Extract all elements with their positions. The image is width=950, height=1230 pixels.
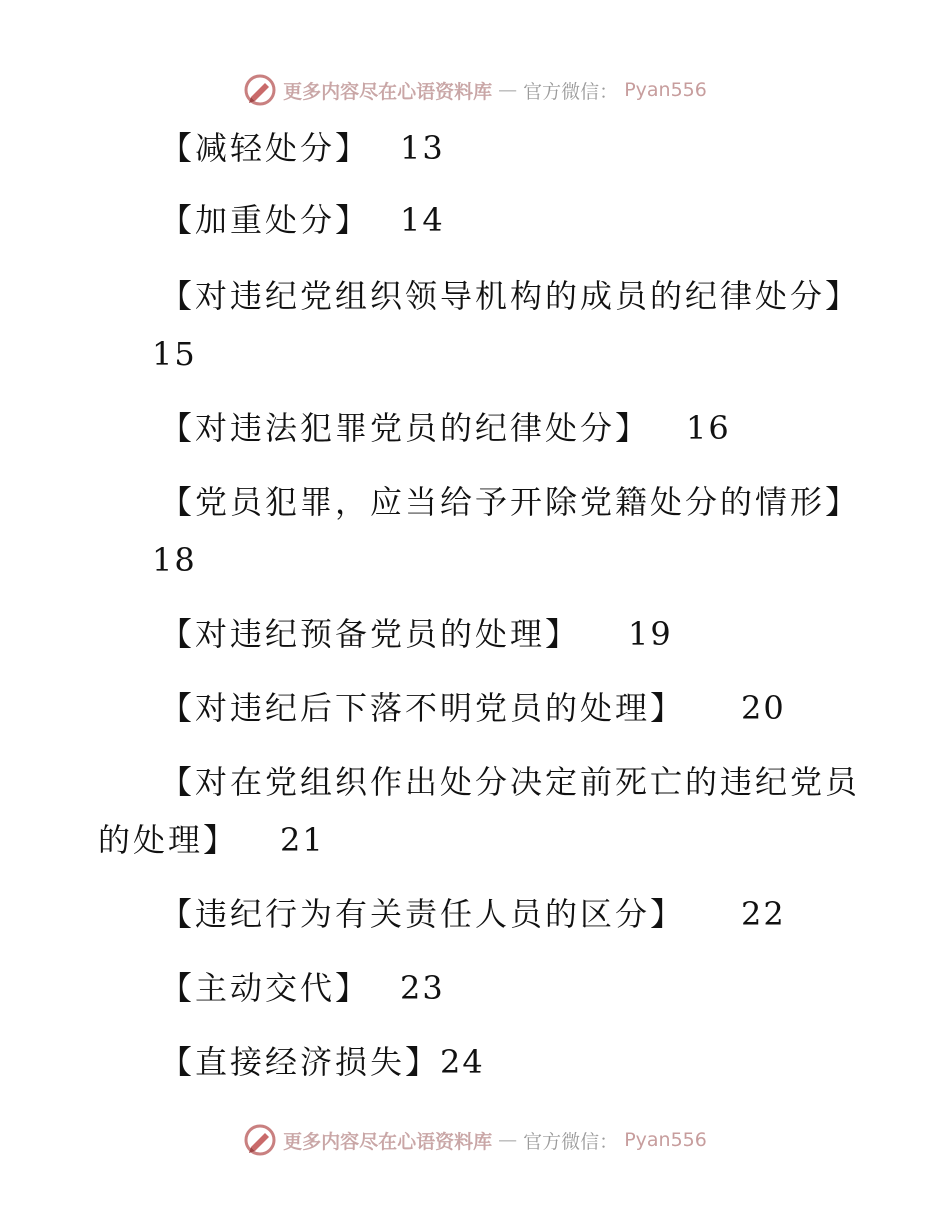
toc-entry (160, 482, 860, 522)
pen-logo-icon (243, 1123, 277, 1157)
toc-entry-page: 23 (400, 969, 445, 1007)
toc-entry-page: 14 (400, 201, 445, 239)
toc-entry-page: 24 (440, 1043, 485, 1081)
watermark-text: 更多内容尽在心语资料库 (283, 80, 493, 103)
toc-entry-title: 【对在党组织作出处分决定前死亡的违纪党员 (160, 763, 861, 801)
toc-entry (160, 894, 786, 934)
toc-entry (160, 614, 673, 654)
toc-entry-title-cont: 的处理】 (98, 821, 239, 859)
toc-entry-continuation (152, 334, 197, 374)
watermark-dash: — (498, 1129, 518, 1151)
toc-entry (160, 1042, 485, 1082)
toc-entry-title: 【直接经济损失】 (160, 1043, 441, 1081)
watermark-dash: — (498, 79, 518, 101)
toc-entry-title: 【对违法犯罪党员的纪律处分】 (160, 409, 651, 447)
toc-entry-title: 【党员犯罪，应当给予开除党籍处分的情形】 (160, 483, 861, 521)
watermark-text: 更多内容尽在心语资料库 (283, 1130, 493, 1153)
toc-entry-page: 19 (628, 615, 673, 653)
toc-entry (160, 688, 786, 728)
toc-entry-title: 【对违纪党组织领导机构的成员的纪律处分】 (160, 277, 861, 315)
toc-entry-title: 【加重处分】 (160, 201, 371, 239)
toc-entry-title: 【主动交代】 (160, 969, 371, 1007)
toc-entry-continuation (152, 540, 197, 580)
toc-entry-title: 【对违纪预备党员的处理】 (160, 615, 581, 653)
toc-entry-page: 20 (741, 689, 786, 727)
toc-entry-page: 18 (152, 541, 197, 579)
toc-entry (160, 408, 731, 448)
watermark-id: Pyan556 (624, 1129, 707, 1151)
toc-entry-title: 【减轻处分】 (160, 129, 371, 167)
toc-entry (160, 200, 445, 240)
watermark-footer (0, 1120, 950, 1160)
toc-entry (160, 968, 445, 1008)
watermark-label: 官方微信： (523, 80, 619, 103)
toc-entry (160, 128, 445, 168)
toc-entry-page: 21 (280, 821, 325, 859)
toc-entry-page: 22 (741, 895, 786, 933)
toc-entry-page: 15 (152, 335, 197, 373)
toc-entry-title: 【对违纪后下落不明党员的处理】 (160, 689, 686, 727)
watermark-id: Pyan556 (624, 79, 707, 101)
toc-entry (160, 762, 860, 802)
toc-entry (160, 276, 860, 316)
toc-entry-page: 16 (686, 409, 731, 447)
toc-entry-title: 【违纪行为有关责任人员的区分】 (160, 895, 686, 933)
toc-entry-page: 13 (400, 129, 445, 167)
toc-entry-continuation (98, 820, 325, 860)
watermark-label: 官方微信： (523, 1130, 619, 1153)
